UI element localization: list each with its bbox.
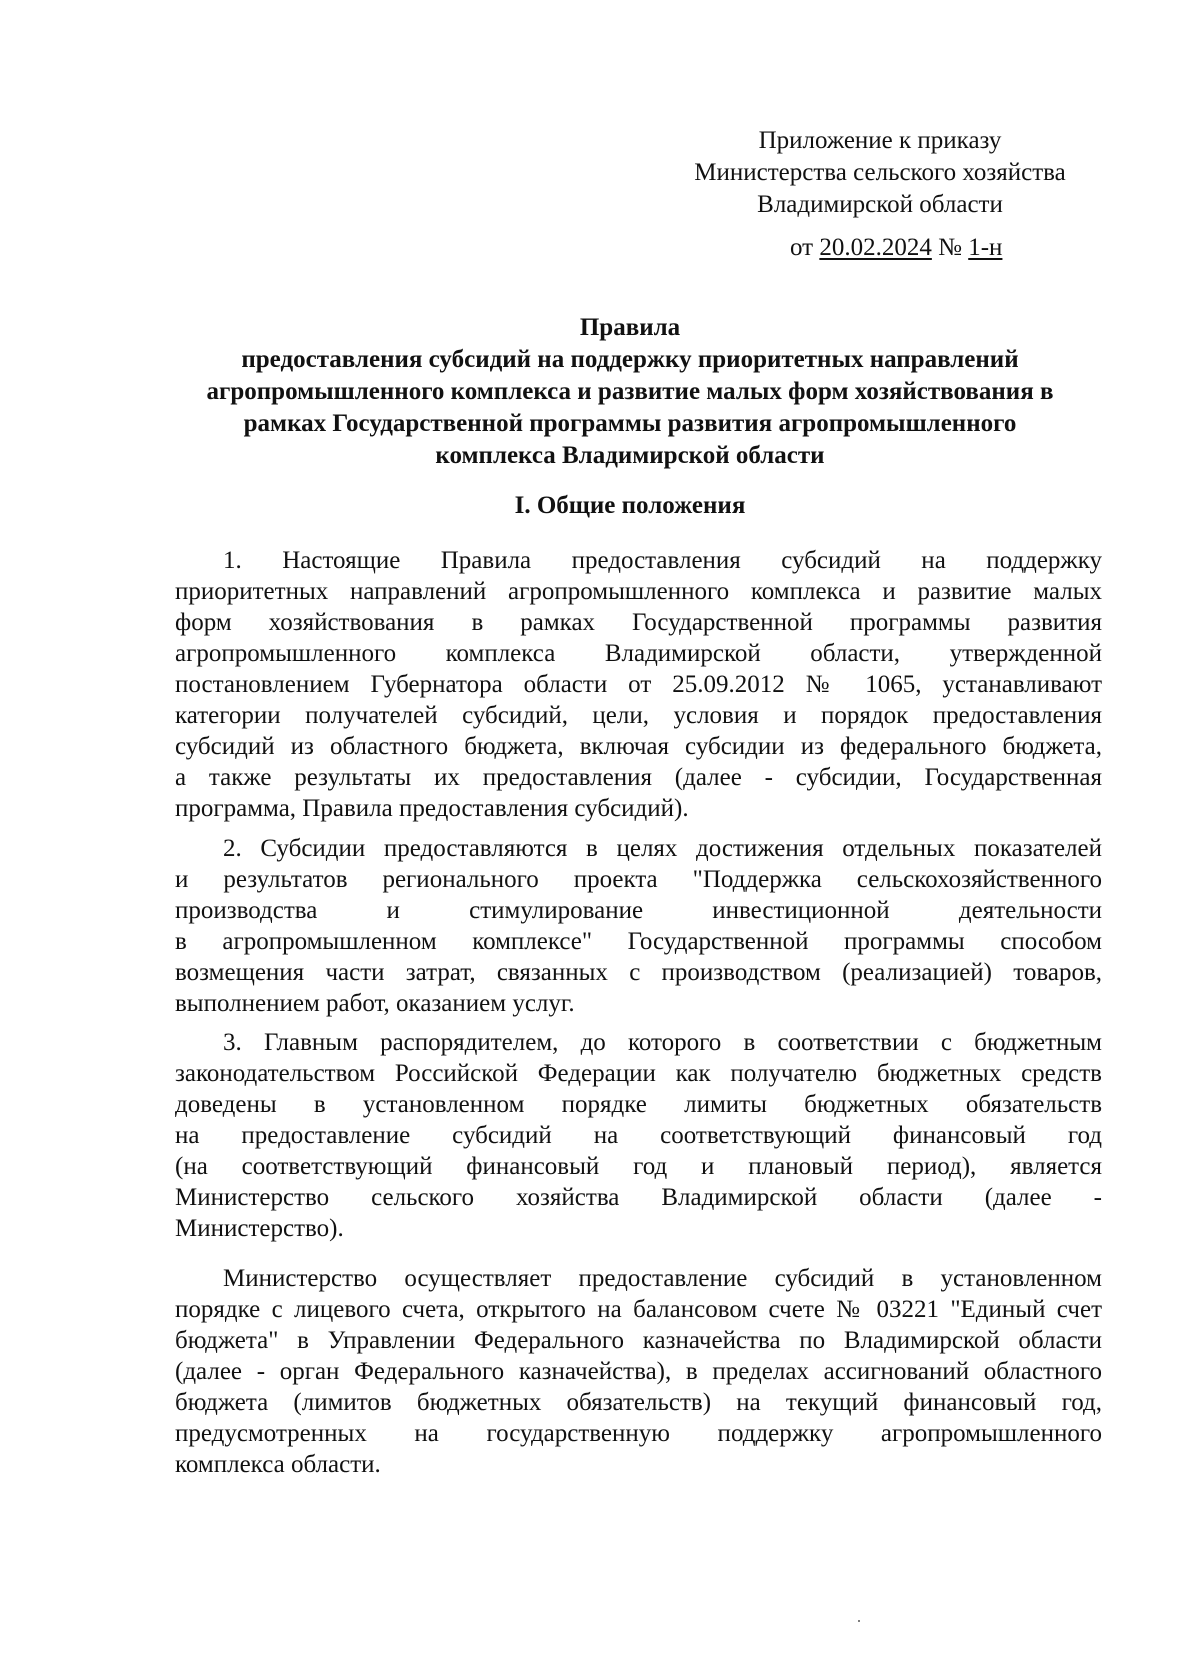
paragraph-line: 1. Настоящие Правила предоставления субсидий на поддержку [223, 547, 1102, 574]
paragraph-line: Министерство осуществляет предоставление субсидий в установленном [223, 1265, 1102, 1292]
document-title [170, 312, 1090, 472]
date-prefix: от [790, 234, 820, 261]
paragraph-line: производства и стимулирование инвестиционной деятельности [175, 897, 1102, 924]
paragraph-line: 2. Субсидии предоставляются в целях достижения отдельных показателей [223, 835, 1102, 862]
approval-line-3: Владимирской области [757, 191, 1003, 218]
paragraph-line: доведены в установленном порядке лимиты бюджетных обязательств [175, 1091, 1102, 1118]
paragraph-line: (далее - орган Федерального казначейства), в пределах ассигнований областного [175, 1358, 1102, 1385]
paragraph-line: форм хозяйствования в рамках Государственной программы развития [175, 609, 1102, 636]
paragraph-4 [175, 1263, 1102, 1480]
paragraph-line: на предоставление субсидий на соответствующий финансовый год [175, 1122, 1102, 1149]
section-heading: I. Общие положения [514, 492, 746, 519]
order-number: 1-н [968, 234, 1003, 261]
paragraph-line: агропромышленного комплекса Владимирской области, утвержденной [175, 640, 1102, 667]
number-sign: № [931, 234, 969, 261]
paragraph-line: комплекса области. [175, 1451, 381, 1478]
title-line-3: агропромышленного комплекса и развитие малых форм хозяйствования в [206, 378, 1054, 405]
paragraph-line: приоритетных направлений агропромышленного комплекса и развитие малых [175, 578, 1102, 605]
paragraph-line: 3. Главным распорядителем, до которого в соответствии с бюджетным [223, 1029, 1102, 1056]
order-date: 20.02.2024 [819, 234, 932, 261]
paragraph-line: законодательством Российской Федерации как получателю бюджетных средств [175, 1060, 1102, 1087]
paragraph-line: а также результаты их предоставления (далее - субсидии, Государственная [175, 764, 1102, 791]
paragraph-2 [175, 833, 1102, 1019]
paragraph-line: категории получателей субсидий, цели, условия и порядок предоставления [175, 702, 1102, 729]
paragraph-line: бюджета" в Управлении Федерального казначейства по Владимирской области [175, 1327, 1102, 1354]
paragraph-line: в агропромышленном комплексе" Государственной программы способом [175, 928, 1102, 955]
paragraph-line: бюджета (лимитов бюджетных обязательств) на текущий финансовый год, [175, 1389, 1102, 1416]
title-line-5: комплекса Владимирской области [435, 442, 825, 469]
paragraph-3 [175, 1027, 1102, 1244]
paragraph-line: предусмотренных на государственную поддержку агропромышленного [175, 1420, 1102, 1447]
approval-block [660, 125, 1100, 221]
paragraph-line: постановлением Губернатора области от 25.09.2012 № 1065, устанавливают [175, 671, 1102, 698]
paragraph-line: Министерство). [175, 1215, 344, 1242]
title-line-1: Правила [579, 314, 681, 341]
paragraph-line: выполнением работ, оказанием услуг. [175, 990, 575, 1017]
paragraph-line: и результатов регионального проекта "Поддержка сельскохозяйственного [175, 866, 1102, 893]
paragraph-line: программа, Правила предоставления субсидий). [175, 795, 689, 822]
paragraph-line: (на соответствующий финансовый год и плановый период), является [175, 1153, 1102, 1180]
approval-line-1: Приложение к приказу [758, 127, 1002, 154]
paragraph-line: субсидий из областного бюджета, включая субсидии из федерального бюджета, [175, 733, 1102, 760]
title-line-2: предоставления субсидий на поддержку приоритетных направлений [241, 346, 1019, 373]
approval-line-2: Министерства сельского хозяйства [694, 159, 1066, 186]
title-line-4: рамках Государственной программы развития агропромышленного [243, 410, 1017, 437]
paragraph-line: Министерство сельского хозяйства Владимирской области (далее - [175, 1184, 1102, 1211]
paragraph-line: порядке с лицевого счета, открытого на балансовом счете № 03221 "Единый счет [175, 1296, 1102, 1323]
scan-speck [858, 1620, 860, 1622]
paragraph-line: возмещения части затрат, связанных с производством (реализацией) товаров, [175, 959, 1102, 986]
approval-date-line [790, 232, 1002, 264]
paragraph-1 [175, 545, 1102, 824]
